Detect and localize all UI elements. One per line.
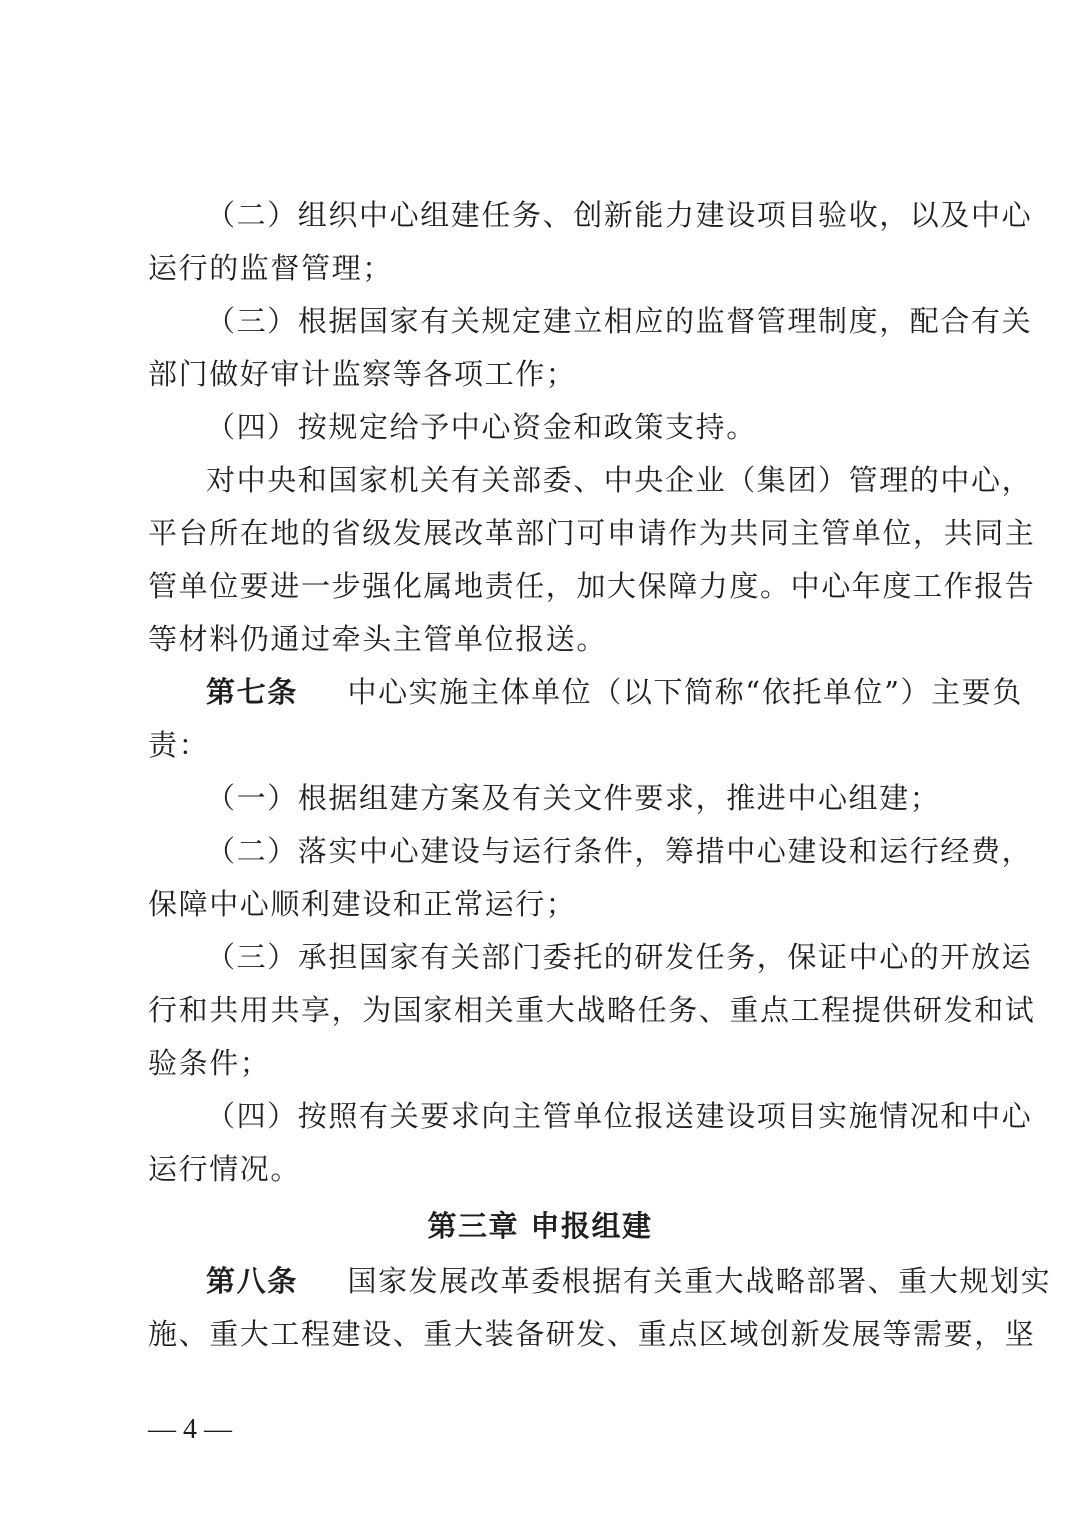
article-8-text: 国家发展改革委根据有关重大战略部署、重大规划实 — [347, 1264, 1052, 1298]
paragraph-line: 管单位要进一步强化属地责任，加大保障力度。中心年度工作报告 — [148, 569, 1036, 603]
article-7-text: 中心实施主体单位（以下简称“依托单位”）主要负 — [347, 675, 1023, 709]
paragraph-line: （四）按规定给予中心资金和政策支持。 — [206, 410, 757, 444]
paragraph-line: 等材料仍通过牵头主管单位报送。 — [148, 622, 608, 656]
paragraph-line: 行和共用共享，为国家相关重大战略任务、重点工程提供研发和试 — [148, 993, 1036, 1027]
paragraph-line: 责： — [148, 728, 210, 762]
paragraph-line: （三）承担国家有关部门委托的研发任务，保证中心的开放运 — [206, 940, 1033, 974]
article-8-line — [206, 1263, 1051, 1299]
paragraph-line: 保障中心顺利建设和正常运行； — [148, 887, 577, 921]
page-number: — 4 — — [148, 1414, 232, 1445]
chapter-title: 第三章 申报组建 — [427, 1209, 653, 1243]
paragraph-line: 施、重大工程建设、重大装备研发、重点区域创新发展等需要，坚 — [148, 1317, 1036, 1351]
paragraph-line: 运行的监督管理； — [148, 251, 393, 285]
paragraph-line: 验条件； — [148, 1046, 271, 1080]
paragraph-line: （二）组织中心组建任务、创新能力建设项目验收，以及中心 — [206, 198, 1033, 232]
article-7-label: 第七条 — [206, 675, 298, 709]
article-8-label: 第八条 — [206, 1264, 298, 1298]
paragraph-line: 平台所在地的省级发展改革部门可申请作为共同主管单位，共同主 — [148, 516, 1036, 550]
article-7-line — [206, 674, 1023, 710]
paragraph-line: （二）落实中心建设与运行条件，筹措中心建设和运行经费， — [206, 834, 1033, 868]
paragraph-line: （三）根据国家有关规定建立相应的监督管理制度，配合有关 — [206, 304, 1033, 338]
paragraph-line: 运行情况。 — [148, 1152, 302, 1186]
paragraph-line: 对中央和国家机关有关部委、中央企业（集团）管理的中心， — [206, 463, 1033, 497]
paragraph-line: （一）根据组建方案及有关文件要求，推进中心组建； — [206, 781, 941, 815]
paragraph-line: （四）按照有关要求向主管单位报送建设项目实施情况和中心 — [206, 1099, 1033, 1133]
paragraph-line: 部门做好审计监察等各项工作； — [148, 357, 577, 391]
